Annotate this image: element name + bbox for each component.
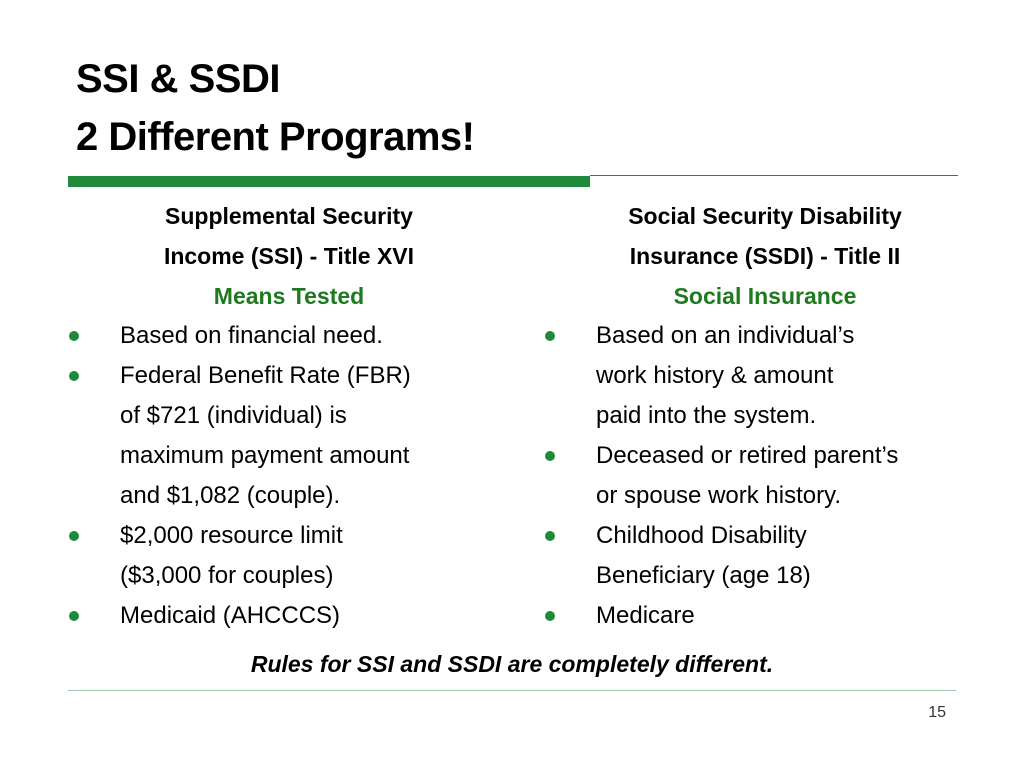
page-number: 15 bbox=[928, 704, 946, 721]
list-item bbox=[540, 316, 990, 436]
ssdi-column bbox=[540, 196, 990, 636]
ssi-heading-line-1: Supplemental Security bbox=[165, 203, 413, 229]
title-underline-thin bbox=[590, 175, 958, 176]
bullet-text: paid into the system. bbox=[596, 402, 817, 429]
bullet-dot-icon bbox=[545, 611, 555, 621]
list-item bbox=[540, 596, 990, 636]
ssi-subheading: Means Tested bbox=[213, 283, 365, 309]
bullet-text: and $1,082 (couple). bbox=[120, 482, 341, 509]
bullet-text: Based on financial need. bbox=[120, 322, 383, 349]
ssi-heading-line-2: Income (SSI) - Title XVI bbox=[163, 243, 415, 269]
bullet-text: Based on an individual’s bbox=[596, 322, 855, 349]
slide-title bbox=[76, 50, 474, 166]
ssdi-heading-line-2: Insurance (SSDI) - Title II bbox=[629, 243, 901, 269]
bullet-dot-icon bbox=[69, 371, 79, 381]
list-item bbox=[540, 436, 990, 516]
list-item bbox=[540, 516, 990, 596]
list-item bbox=[64, 516, 514, 596]
list-item bbox=[64, 316, 514, 356]
bullet-text: Childhood Disability bbox=[596, 522, 807, 549]
bullet-text: work history & amount bbox=[596, 362, 834, 389]
bullet-text: Federal Benefit Rate (FBR) bbox=[120, 362, 411, 389]
title-line-1: SSI & SSDI bbox=[76, 57, 280, 101]
title-line-2: 2 Different Programs! bbox=[76, 115, 475, 159]
bullet-dot-icon bbox=[545, 451, 555, 461]
bullet-text: Deceased or retired parent’s bbox=[596, 442, 899, 469]
bullet-dot-icon bbox=[69, 611, 79, 621]
bullet-text: Medicare bbox=[596, 602, 695, 629]
bottom-divider bbox=[68, 690, 956, 691]
bullet-dot-icon bbox=[545, 331, 555, 341]
ssi-column bbox=[64, 196, 514, 636]
bullet-dot-icon bbox=[69, 531, 79, 541]
bullet-dot-icon bbox=[69, 331, 79, 341]
list-item bbox=[64, 356, 514, 516]
bullet-text: of $721 (individual) is bbox=[120, 402, 347, 429]
bullet-text: Beneficiary (age 18) bbox=[596, 562, 811, 589]
title-underline-thick bbox=[68, 176, 590, 187]
bullet-text: maximum payment amount bbox=[120, 442, 410, 469]
bullet-text: $2,000 resource limit bbox=[120, 522, 343, 549]
ssdi-bullet-list bbox=[540, 316, 990, 636]
ssdi-heading-line-1: Social Security Disability bbox=[628, 203, 902, 229]
bullet-text: Medicaid (AHCCCS) bbox=[120, 602, 341, 629]
ssdi-subheading: Social Insurance bbox=[673, 283, 857, 309]
bullet-text: ($3,000 for couples) bbox=[120, 562, 334, 589]
ssi-bullet-list bbox=[64, 316, 514, 636]
list-item bbox=[64, 596, 514, 636]
bullet-dot-icon bbox=[545, 531, 555, 541]
bullet-text: or spouse work history. bbox=[596, 482, 841, 509]
footnote: Rules for SSI and SSDI are completely different. bbox=[250, 651, 774, 677]
